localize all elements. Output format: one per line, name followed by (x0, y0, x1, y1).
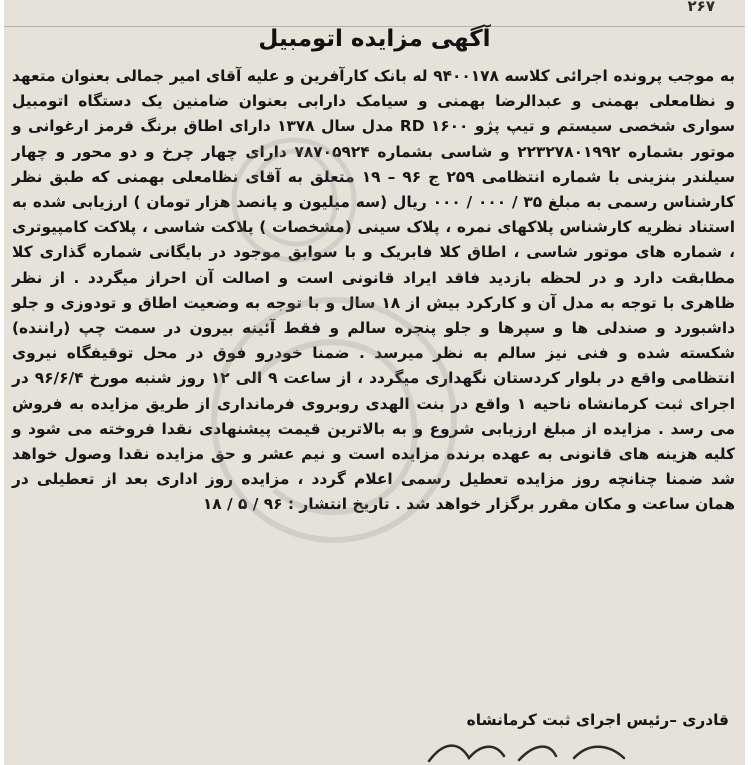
page-number: ۲۶۷ (687, 0, 715, 15)
newspaper-clipping (4, 0, 745, 765)
handwritten-mark (424, 736, 654, 765)
notice-signature: قادری –رئیس اجرای ثبت کرمانشاه (466, 711, 729, 729)
clipping-top-edge (4, 0, 745, 27)
notice-title: آگهی مزایده اتومبیل (258, 26, 491, 52)
notice-body: به موجب پرونده اجرائی کلاسه ۹۴۰۰۱۷۸ له بانک کارآفرین و علیه آقای امیر جمالی بعنوان متعهد و نظامعلی بهمنی و عبدالرضا بهمنی و سیامک دارابی بعنوان ضامنین یک دستگاه اتومبیل سواری شخصی سیستم و تیپ پژو RD ۱۶۰۰ مدل سال ۱۳۷۸ دارای اطاق برنگ قرمز ارغوانی و موتور بشماره ۲۲۳۲۷۸۰۱۹۹۲ و شاسی بشماره ۷۸۷۰۵۹۲۴ دارای چهار چرخ و دو محور و چهار سیلندر بنزینی با شماره انتظامی ۲۵۹ ج ۹۶ – ۱۹ متعلق به آقای نظامعلی بهمنی که طبق نظر کارشناس رسمی به مبلغ ۳۵ / ۰۰۰ / ۰۰۰ ریال (سه میلیون و پانصد هزار تومان ) ارزیابی شده به استناد نظریه کارشناس پلاکهای نمره ، پلاک سینی (مشخصات ) پلاکت شاسی ، پلاکت کامپیوتری ، شماره های موتور شاسی ، اطاق کلا فابریک و با سوابق موجود در بایگانی شماره گذاری کلا مطابقت دارد و در لحظه بازدید فاقد ایراد قانونی است و اصالت آن احراز میگردد . از نظر ظاهری با توجه به مدل آن و کارکرد بیش از ۱۸ سال و با توجه به وضعیت اطاق و تودوزی و جلو داشبورد و صندلی ها و سپرها و جلو پنجره سالم و فقط آئینه بیرون در سمت چپ (راننده) شکسته شده و فنی نیز سالم به نظر میرسد . ضمنا خودرو فوق در محل توقیفگاه نیروی انتظامی واقع در بلوار کردستان نگهداری میگردد ، از ساعت ۹ الی ۱۲ روز شنبه مورخ ۹۶/۶/۴ در اجرای ثبت کرمانشاه ناحیه ۱ واقع در بنت الهدی روبروی فرمانداری از طریق مزایده به فروش می رسد . مزایده از مبلغ ارزیابی شروع و به بالاترین قیمت پیشنهادی نقدا فروخته می شود و کلیه هزینه های قانونی به عهده برنده مزایده است و نیم عشر و حق مزایده نقدا وصول خواهد شد ضمنا چنانچه روز مزایده تعطیل رسمی اعلام گردد ، مزایده روز اداری بعد از تعطیلی در همان ساعت و مکان مقرر برگزار خواهد شد . تاریخ انتشار : ۹۶ / ۵ / ۱۸ (12, 67, 736, 514)
